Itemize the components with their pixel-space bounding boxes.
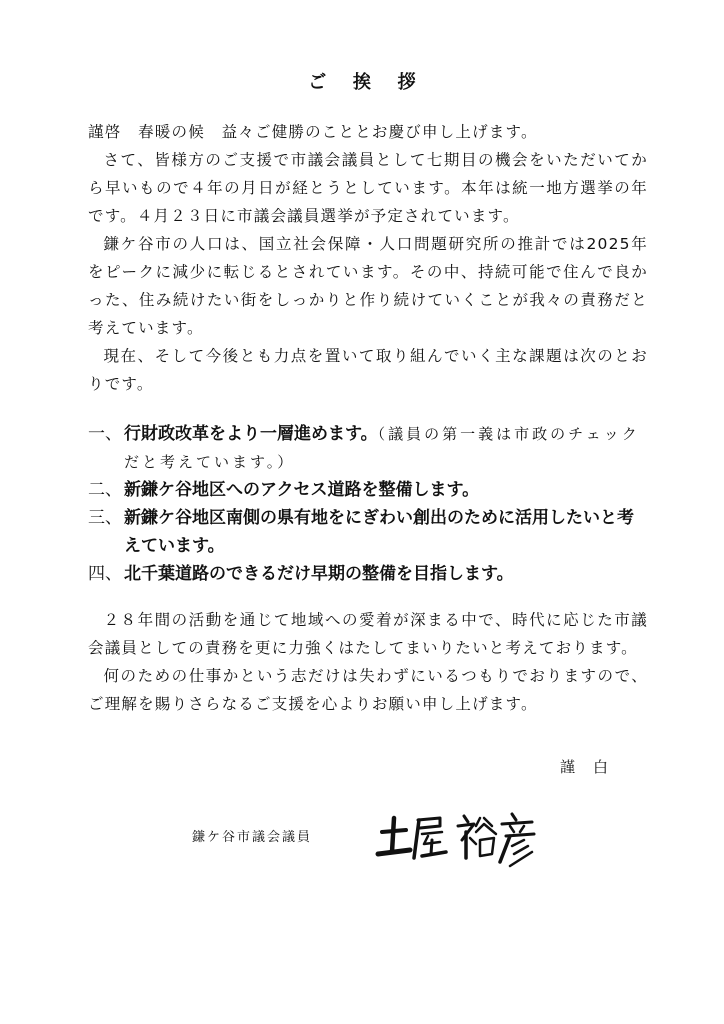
title-char: 拶: [397, 72, 416, 93]
list-item-note: （議員の第一義は市政のチェックだと考えています。）: [124, 425, 640, 471]
signature-image: [372, 810, 542, 870]
closing-char: 謹: [560, 758, 578, 776]
closing-word: [560, 756, 640, 777]
body-paragraph: ２８年間の活動を通じて地域への愛着が深まる中で、時代に応じた市議会議員としての責務を更に力強くはたしてまいりたいと考えております。: [88, 611, 648, 657]
list-item-text: 新鎌ケ谷地区へのアクセス道路を整備します。: [124, 480, 480, 500]
list-item: [88, 504, 648, 560]
body-paragraph: 鎌ケ谷市の人口は、国立社会保障・人口問題研究所の推計では2025年をピークに減少に転じるとされています。その中、持続可能で住んで良かった、住み続けたい街をしっかりと作り続けていくことが我々の責務だと考えています。: [88, 235, 648, 337]
closing-char: 白: [593, 758, 611, 776]
title-char: 挨: [352, 72, 372, 93]
page-title: [0, 68, 724, 94]
list-item-text: 新鎌ケ谷地区南側の県有地をにぎわい創出のために活用したいと考えています。: [124, 508, 634, 556]
list-item: [88, 476, 648, 504]
policy-list: [88, 420, 648, 588]
list-item-number: 三、: [88, 508, 122, 528]
affiliation: 鎌ケ谷市議会議員: [192, 830, 313, 845]
body-paragraph: 現在、そして今後とも力点を置いて取り組んでいく主な課題は次のとおりです。: [88, 347, 648, 393]
list-item-number: 一、: [88, 424, 122, 444]
closing-section: [88, 606, 648, 718]
list-item-number: 二、: [88, 480, 122, 500]
list-item-text: 北千葉道路のできるだけ早期の整備を目指します。: [124, 564, 514, 584]
list-item: [88, 560, 648, 588]
body-paragraph: 何のための仕事かという志だけは失わずにいるつもりでおりますので、ご理解を賜りさらなるご支援を心よりお願い申し上げます。: [88, 667, 648, 713]
body-paragraph: さて、皆様方のご支援で市議会議員として七期目の機会をいただいてから早いもので４年の月日が経とうとしています。本年は統一地方選挙の年です。４月２３日に市議会議員選挙が予定されています。: [88, 151, 648, 225]
title-char: ご: [308, 72, 327, 93]
list-item-number: 四、: [88, 564, 122, 584]
list-item-text: 行財政改革をより一層進めます。: [124, 424, 378, 444]
list-item: [88, 420, 648, 476]
greeting-paragraph: 謹啓 春暖の候 益々ご健勝のこととお慶び申し上げます。: [88, 123, 538, 141]
intro-section: [88, 118, 648, 398]
